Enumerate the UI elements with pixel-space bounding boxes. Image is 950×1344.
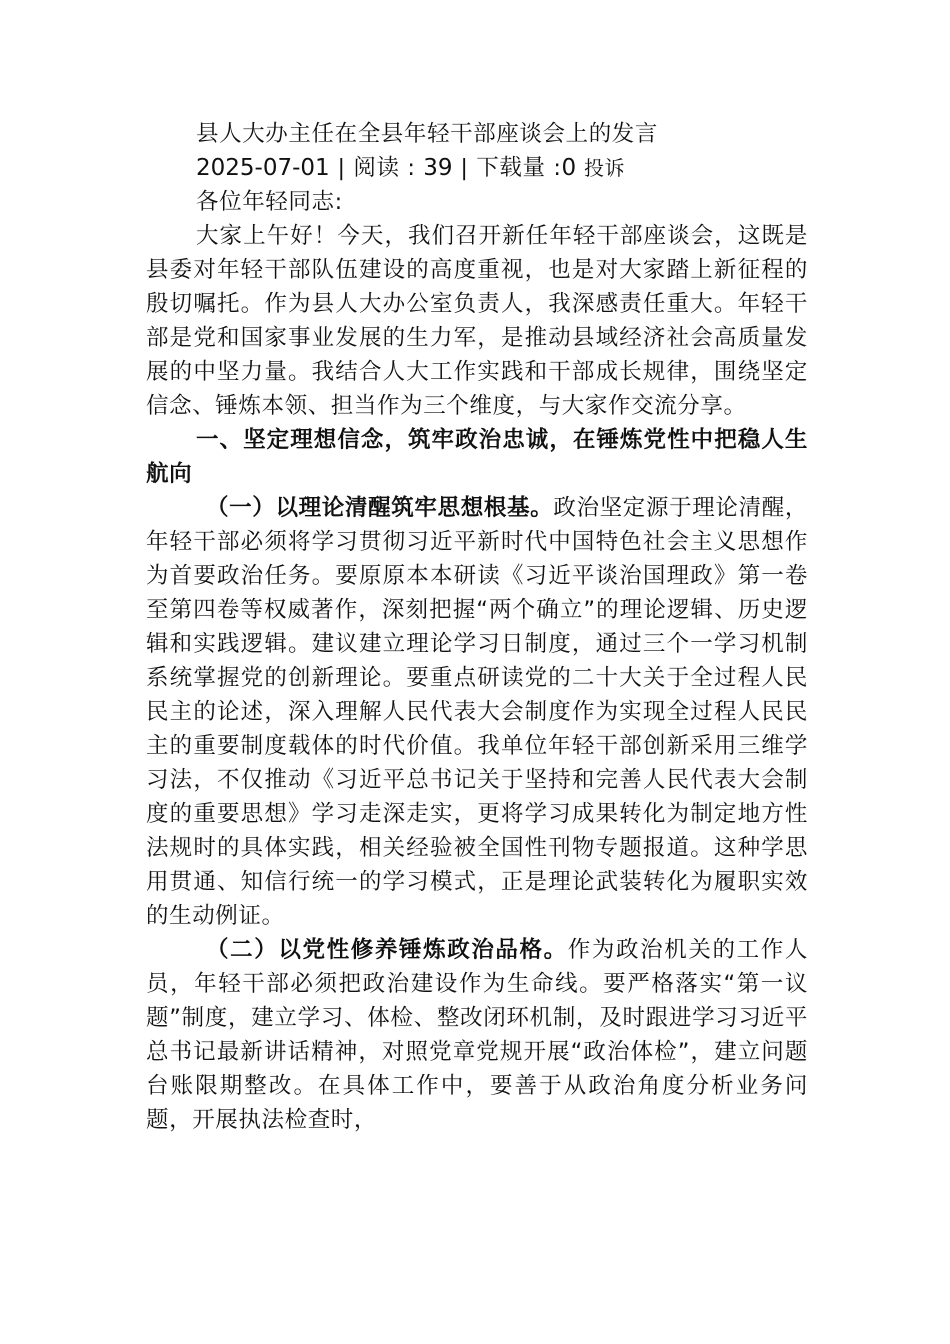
read-count: 39 bbox=[423, 155, 453, 181]
subsection-paragraph-1 bbox=[146, 491, 808, 933]
intro-paragraph: 大家上午好！今天，我们召开新任年轻干部座谈会，这既是县委对年轻干部队伍建设的高度重视，也是对大家踏上新征程的殷切嘱托。作为县人大办公室负责人，我深感责任重大。年轻干部是党和国家事业发展的生力军，是推动县域经济社会高质量发展的中坚力量。我结合人大工作实践和干部成长规律，围绕坚定信念、锤炼本领、担当作为三个维度，与大家作交流分享。 bbox=[146, 223, 808, 419]
salutation: 各位年轻同志: bbox=[196, 189, 343, 215]
subsection-heading-1: （一）以理论清醒筑牢思想根基。 bbox=[206, 495, 554, 521]
document-title: 县人大办主任在全县年轻干部座谈会上的发言 bbox=[196, 121, 659, 147]
report-link[interactable]: 投诉 bbox=[583, 156, 626, 180]
read-label: 阅读 : bbox=[353, 155, 416, 181]
download-label: 下载量 : bbox=[476, 155, 562, 181]
subsection-paragraph-2 bbox=[146, 933, 808, 1137]
meta-separator: | bbox=[337, 155, 346, 181]
download-count: 0 bbox=[561, 155, 577, 181]
subsection-text-1: 政治坚定源于理论清醒，年轻干部必须将学习贯彻习近平新时代中国特色社会主义思想作为首要政治任务。要原原本本研读《习近平谈治国理政》第一卷至第四卷等权威著作，深刻把握“两个确立”的理论逻辑、历史逻辑和实践逻辑。建议建立理论学习日制度，通过三个一学习机制系统掌握党的创新理论。要重点研读党的二十大关于全过程人民民主的论述，深入理解人民代表大会制度作为实现全过程人民民主的重要制度载体的时代价值。我单位年轻干部创新采用三维学习法，不仅推动《习近平总书记关于坚持和完善人民代表大会制度的重要思想》学习走深走实，更将学习成果转化为制定地方性法规时的具体实践，相关经验被全国性刊物专题报道。这种学思用贯通、知信行统一的学习模式，正是理论武装转化为履职实效的生动例证。 bbox=[146, 495, 808, 929]
section-heading-1: 一、坚定理想信念，筑牢政治忠诚，在锤炼党性中把稳人生航向 bbox=[146, 427, 808, 487]
publish-date: 2025-07-01 bbox=[196, 155, 330, 181]
subsection-heading-2: （二）以党性修养锤炼政治品格。 bbox=[206, 937, 568, 963]
subsection-text-2: 作为政治机关的工作人员，年轻干部必须把政治建设作为生命线。要严格落实“第一议题”制度，建立学习、体检、整改闭环机制，及时跟进学习习近平总书记最新讲话精神，对照党章党规开展“政治体检”，建立问题台账限期整改。在具体工作中，要善于从政治角度分析业务问题，开展执法检查时， bbox=[146, 937, 808, 1133]
meta-separator: | bbox=[460, 155, 469, 181]
document-meta bbox=[146, 151, 808, 185]
document-body bbox=[146, 117, 808, 1137]
